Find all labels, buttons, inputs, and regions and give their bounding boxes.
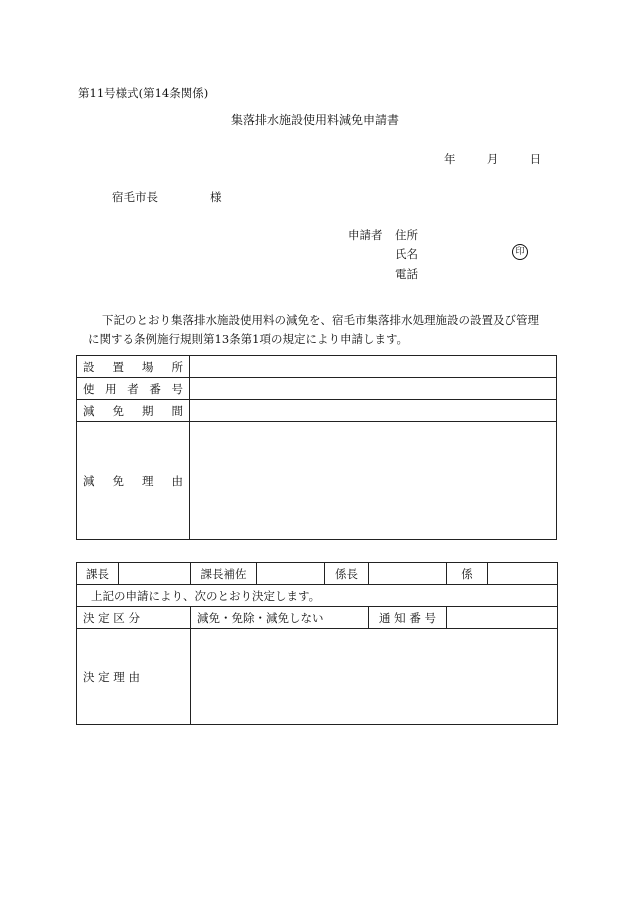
- period-label: 減 免 期 間: [77, 400, 190, 422]
- deputy-chief-label: 課長補佐: [191, 563, 257, 585]
- intro-line-2: に関する条例施行規則第13条第1項の規定により申請します。: [88, 332, 409, 346]
- addressee-name: 宿毛市長: [112, 190, 158, 204]
- seal-mark: 印: [512, 244, 528, 260]
- applicant-address-label: 住所: [395, 228, 418, 242]
- deputy-chief-stamp[interactable]: [257, 563, 325, 585]
- decision-reason-label: 決 定 理 由: [77, 629, 191, 725]
- location-label: 設 置 場 所: [77, 356, 190, 378]
- decision-options[interactable]: 減免・免除・減免しない: [191, 607, 369, 629]
- addressee: [112, 189, 222, 205]
- applicant-name-label: 氏名: [395, 247, 418, 261]
- approval-stamp-row: [77, 563, 558, 585]
- location-field[interactable]: [190, 356, 557, 378]
- unit-chief-label: 係長: [325, 563, 369, 585]
- section-chief-stamp[interactable]: [119, 563, 191, 585]
- decision-category-label: 決 定 区 分: [77, 607, 191, 629]
- date-line: [444, 151, 541, 167]
- decision-reason-field[interactable]: [191, 629, 558, 725]
- section-chief-label: 課長: [77, 563, 119, 585]
- addressee-honorific: 様: [210, 190, 222, 204]
- row-user-number: [77, 378, 557, 400]
- user-number-field[interactable]: [190, 378, 557, 400]
- staff-label: 係: [447, 563, 488, 585]
- row-location: [77, 356, 557, 378]
- date-year: 年: [444, 152, 456, 166]
- date-day: 日: [529, 152, 542, 166]
- approval-table: [76, 562, 558, 725]
- decision-reason-row: [77, 629, 558, 725]
- staff-stamp[interactable]: [488, 563, 558, 585]
- notice-number-label: 通 知 番 号: [369, 607, 447, 629]
- form-number: 第11号様式(第14条関係): [78, 86, 209, 100]
- applicant-phone-label: 電話: [395, 267, 418, 281]
- reason-label: 減 免 理 由: [77, 422, 190, 540]
- intro-line-1: 下記のとおり集落排水施設使用料の減免を、宿毛市集落排水処理施設の設置及び管理: [102, 313, 539, 327]
- intro-paragraph: [88, 311, 563, 349]
- decision-statement-row: [77, 585, 558, 607]
- notice-number-field[interactable]: [447, 607, 558, 629]
- user-number-label: 使 用 者 番 号: [77, 378, 190, 400]
- decision-category-row: [77, 607, 558, 629]
- document-title: 集落排水施設使用料減免申請書: [230, 113, 399, 127]
- unit-chief-stamp[interactable]: [369, 563, 447, 585]
- row-reason: [77, 422, 557, 540]
- period-field[interactable]: [190, 400, 557, 422]
- application-table: [76, 355, 557, 540]
- decision-statement: 上記の申請により、次のとおり決定します。: [77, 585, 558, 607]
- applicant-label: 申請者: [348, 228, 383, 242]
- reason-field[interactable]: [190, 422, 557, 540]
- row-period: [77, 400, 557, 422]
- date-month: 月: [486, 152, 499, 166]
